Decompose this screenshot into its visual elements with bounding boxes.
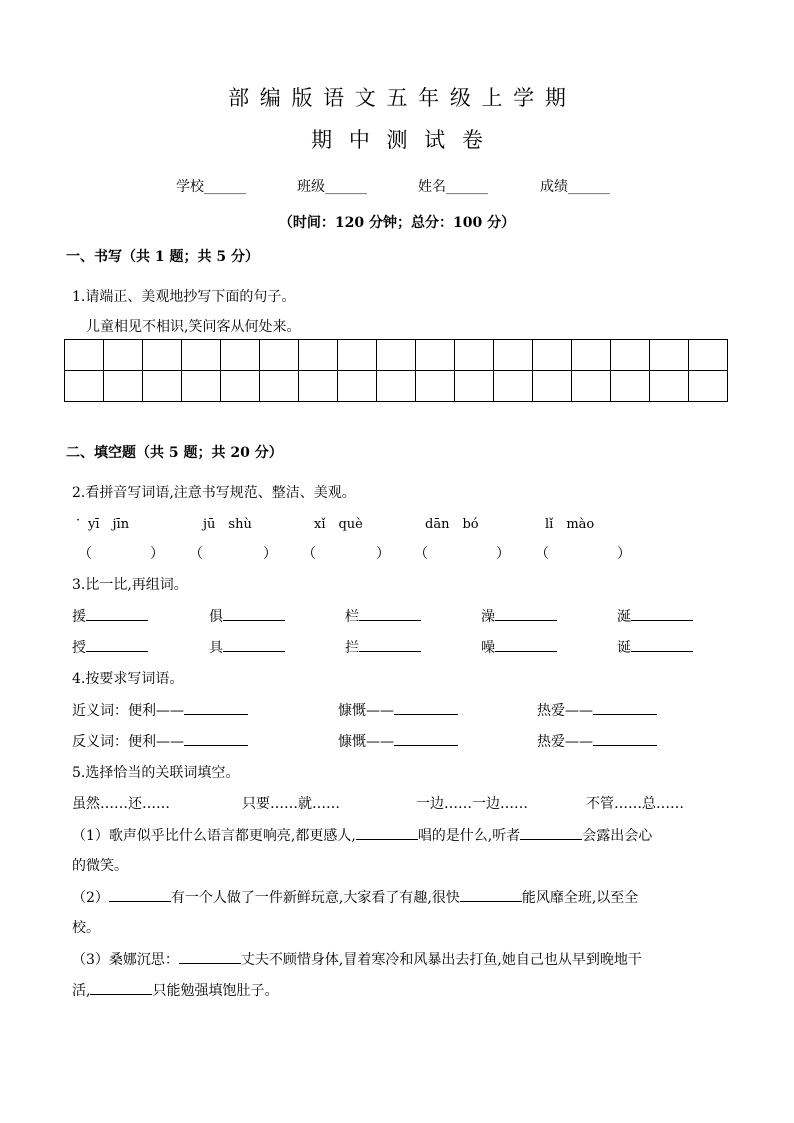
grid-row xyxy=(65,340,728,371)
sentence-2-cont: 校。 xyxy=(72,920,100,936)
antonym-item: 热爱—— xyxy=(537,731,657,751)
answer-paren-right: ） xyxy=(376,546,390,562)
answer-blank[interactable] xyxy=(631,606,693,621)
question-2: 2.看拼音写词语,注意书写规范、整洁、美观。 xyxy=(72,485,356,501)
compare-item: 澡 xyxy=(481,606,557,626)
time-info: （时间：120 分钟；总分：100 分） xyxy=(278,215,516,231)
answer-blank[interactable] xyxy=(495,606,557,621)
answer-blank[interactable] xyxy=(359,637,421,652)
answer-paren-right: ） xyxy=(496,546,510,562)
answer-blank[interactable] xyxy=(520,825,582,840)
compare-item: 栏 xyxy=(345,606,421,626)
section2-heading: 二、填空题（共 5 题；共 20 分） xyxy=(66,445,283,461)
answer-blank[interactable] xyxy=(184,731,248,746)
answer-blank[interactable] xyxy=(359,606,421,621)
compare-item: 援 xyxy=(72,606,148,626)
pinyin-1: yī jīn xyxy=(88,517,130,532)
antonym-item: 慷慨—— xyxy=(338,731,458,751)
answer-blank[interactable] xyxy=(109,887,171,902)
class-field: 班级______ xyxy=(297,179,367,195)
synonym-item: 热爱—— xyxy=(537,700,657,720)
pinyin-4: dān bó xyxy=(425,517,479,532)
question-1: 1.请端正、美观地抄写下面的句子。 xyxy=(72,289,296,305)
sentence-1: （1）歌声似乎比什么语言都更响亮,都更感人, 唱的是什么,听者 会露出会心 xyxy=(72,825,652,845)
answer-blank[interactable] xyxy=(90,980,152,995)
compare-item: 具 xyxy=(209,637,285,657)
answer-blank[interactable] xyxy=(593,700,657,715)
name-field: 姓名______ xyxy=(418,179,488,195)
copy-sentence: 儿童相见不相识,笑问客从何处来。 xyxy=(86,319,301,335)
writing-grid[interactable] xyxy=(64,339,728,402)
sentence-3: （3）桑娜沉思： 丈夫不顾惜身体,冒着寒冷和风暴出去打鱼,她自己也从早到晚地干 xyxy=(72,949,642,969)
school-field: 学校______ xyxy=(176,179,246,195)
compare-item: 授 xyxy=(72,637,148,657)
pinyin-5: lǐ mào xyxy=(545,517,595,532)
sentence-3-cont: 活, 只能勉强填饱肚子。 xyxy=(72,980,278,1000)
connective-option: 只要……就…… xyxy=(242,796,340,812)
antonym-item: 反义词：便利—— xyxy=(72,731,248,751)
compare-item: 噪 xyxy=(481,637,557,657)
sentence-2: （2） 有一个人做了一件新鲜玩意,大家看了有趣,很快 能风靡全班,以至全 xyxy=(72,887,638,907)
answer-blank[interactable] xyxy=(86,637,148,652)
answer-blank[interactable] xyxy=(495,637,557,652)
answer-blank[interactable] xyxy=(184,700,248,715)
answer-blank[interactable] xyxy=(356,825,418,840)
answer-blank[interactable] xyxy=(223,606,285,621)
answer-paren-left: （ xyxy=(189,546,203,562)
answer-paren-left: （ xyxy=(78,546,92,562)
answer-blank[interactable] xyxy=(394,700,458,715)
answer-paren-left: （ xyxy=(414,546,428,562)
compare-item: 拦 xyxy=(345,637,421,657)
pinyin-2: jū shù xyxy=(203,517,252,532)
pinyin-3: xǐ què xyxy=(314,517,363,532)
answer-blank[interactable] xyxy=(179,949,241,964)
answer-paren-right: ） xyxy=(263,546,277,562)
question-3: 3.比一比,再组词。 xyxy=(72,577,188,593)
score-field: 成绩______ xyxy=(540,179,610,195)
answer-blank[interactable] xyxy=(86,606,148,621)
page-subtitle: 期 中 测 试 卷 xyxy=(311,128,483,152)
answer-paren-left: （ xyxy=(535,546,549,562)
question-5: 5.选择恰当的关联词填空。 xyxy=(72,765,240,781)
grid-row xyxy=(65,371,728,402)
section1-heading: 一、书写（共 1 题；共 5 分） xyxy=(66,249,259,265)
synonym-item: 慷慨—— xyxy=(338,700,458,720)
page-title: 部 编 版 语 文 五 年 级 上 学 期 xyxy=(228,86,566,110)
answer-blank[interactable] xyxy=(460,887,522,902)
compare-item: 涎 xyxy=(617,606,693,626)
question-4: 4.按要求写词语。 xyxy=(72,671,184,687)
pinyin-dot: · xyxy=(76,513,81,528)
answer-blank[interactable] xyxy=(394,731,458,746)
answer-blank[interactable] xyxy=(223,637,285,652)
compare-item: 诞 xyxy=(617,637,693,657)
answer-blank[interactable] xyxy=(593,731,657,746)
compare-item: 俱 xyxy=(209,606,285,626)
answer-blank[interactable] xyxy=(631,637,693,652)
connective-option: 虽然……还…… xyxy=(72,796,170,812)
synonym-item: 近义词：便利—— xyxy=(72,700,248,720)
answer-paren-left: （ xyxy=(302,546,316,562)
answer-paren-right: ） xyxy=(617,546,631,562)
sentence-1-cont: 的微笑。 xyxy=(72,858,128,874)
connective-option: 不管……总…… xyxy=(586,796,684,812)
connective-option: 一边……一边…… xyxy=(416,796,528,812)
answer-paren-right: ） xyxy=(150,546,164,562)
